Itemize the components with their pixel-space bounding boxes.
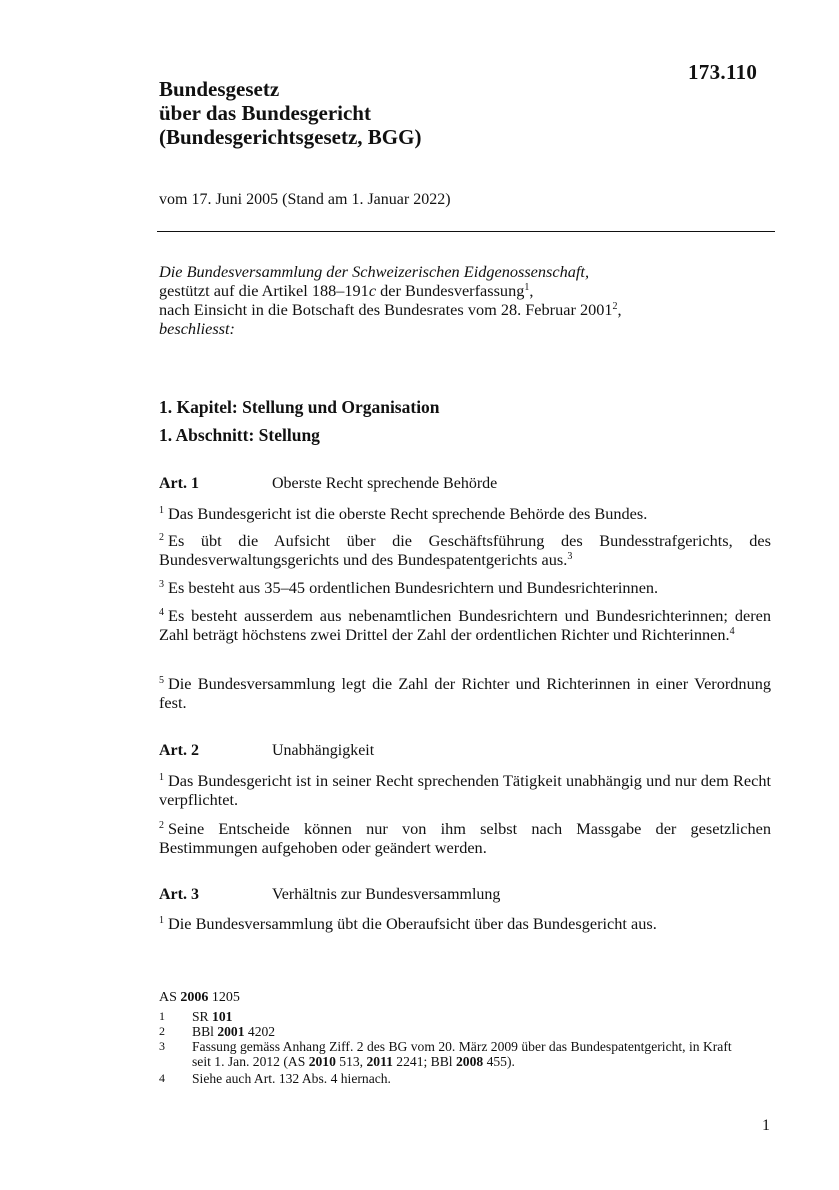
preamble-line-3: nach Einsicht in die Botschaft des Bundesrates vom 28. Februar 2001$^2$, (159, 300, 622, 319)
article-2-paragraph-1: $^1$ Das Bundesgericht ist in seiner Recht sprechenden Tätigkeit unabhängig und nur dem Recht verpflichtet. (159, 771, 771, 809)
article-1-paragraph-1: $^1$ Das Bundesgericht ist die oberste Recht sprechende Behörde des Bundes. (159, 504, 648, 523)
article-1-heading (159, 475, 497, 493)
article-1-paragraph-5: $^5$ Die Bundesversammlung legt die Zahl der Richter und Richterinnen in einer Verordnung fest. (159, 674, 771, 712)
article-2-heading (159, 742, 374, 760)
article-number: Art. 2 (159, 742, 199, 759)
footnote-ref-4[interactable]: 4 (729, 626, 735, 637)
article-3-paragraph-1: $^1$ Die Bundesversammlung übt die Oberaufsicht über das Bundesgericht aus. (159, 914, 657, 933)
article-number: Art. 3 (159, 886, 199, 903)
preamble (159, 262, 771, 338)
document-title (159, 77, 421, 149)
sr-number: 173.110 (688, 60, 758, 84)
article-title: Oberste Recht sprechende Behörde (272, 475, 498, 492)
article-title: Verhältnis zur Bundesversammlung (272, 886, 501, 903)
footnote-1: 1 SR 101 (159, 1009, 233, 1024)
article-1-paragraph-2: $^2$ Es übt die Aufsicht über die Geschäftsführung des Bundesstrafgerichts, des Bundesverwaltungsgerichts und des Bundespatentgerichts aus.$^3$ (159, 531, 771, 569)
date-line: vom 17. Juni 2005 (Stand am 1. Januar 2022) (159, 191, 451, 208)
footnote-2: 2 BBl 2001 4202 (159, 1024, 276, 1039)
chapter-heading: 1. Kapitel: Stellung und Organisation (159, 397, 440, 417)
title-line-2: über das Bundesgericht (159, 101, 371, 125)
header-rule (157, 231, 775, 232)
footnote-ref-3[interactable]: 3 (567, 551, 573, 562)
title-line-1: Bundesgesetz (159, 77, 280, 101)
preamble-line-1: Die Bundesversammlung der Schweizerischen Eidgenossenschaft, (159, 262, 590, 281)
footnote-3: 3 Fassung gemäss Anhang Ziff. 2 des BG vom 20. März 2009 über das Bundespatentgericht, in Kraft seit 1. Jan. 2012 (AS 2010 513, 2011 2241; BBl 2008 455). (159, 1039, 732, 1069)
article-number: Art. 1 (159, 475, 199, 492)
title-line-3: (Bundesgerichtsgesetz, BGG) (159, 125, 422, 149)
footnote-4: 4 Siehe auch Art. 132 Abs. 4 hiernach. (159, 1071, 391, 1086)
footnote-ref-1[interactable]: 1 (524, 282, 530, 293)
preamble-line-2: gestützt auf die Artikel 188–191c der Bundesverfassung$^1$, (159, 281, 534, 300)
article-title: Unabhängigkeit (272, 742, 375, 759)
section-heading: 1. Abschnitt: Stellung (159, 425, 320, 445)
article-1-paragraph-3: $^3$ Es besteht aus 35–45 ordentlichen Bundesrichtern und Bundesrichterinnen. (159, 578, 659, 597)
article-2-paragraph-2: $^2$ Seine Entscheide können nur von ihm selbst nach Massgabe der gesetzlichen Bestimmungen aufgehoben oder geändert werden. (159, 819, 771, 857)
preamble-line-4: beschliesst: (159, 319, 235, 338)
article-3-heading (159, 886, 500, 904)
page-number: 1 (762, 1117, 770, 1134)
article-1-paragraph-4: $^4$ Es besteht ausserdem aus nebenamtlichen Bundesrichtern und Bundesrichterinnen; deren Zahl beträgt höchstens zwei Drittel der Zahl der ordentlichen Richter und Richterinnen.$^4$ (159, 606, 771, 644)
as-reference: AS 2006 1205 (159, 990, 240, 1005)
footnote-ref-2[interactable]: 2 (612, 301, 618, 312)
